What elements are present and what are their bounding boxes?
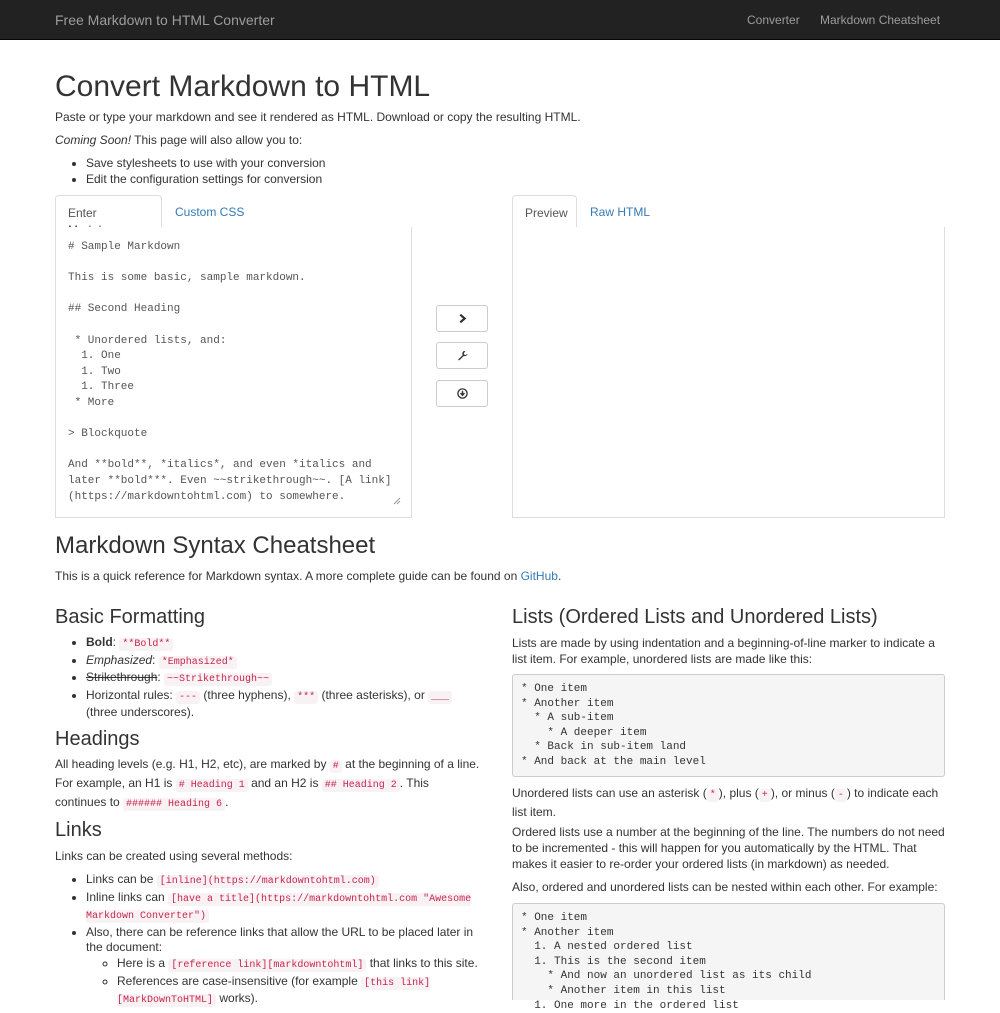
code-snippet: -: [835, 789, 847, 802]
strikethrough-label: Strikethrough: [86, 670, 158, 685]
text: (three hyphens),: [200, 687, 295, 702]
code-snippet: [inline](https://markdowntohtml.com): [157, 875, 379, 888]
list-item: [86, 925, 480, 1009]
links-intro: Links can be created using several methods:: [55, 849, 293, 863]
download-circle-icon: [457, 388, 468, 399]
feature-list: [55, 156, 325, 187]
text: Horizontal rules:: [86, 687, 177, 702]
tab-enter-markdown[interactable]: Enter: [55, 195, 162, 228]
navbar-brand[interactable]: Free Markdown to HTML Converter: [55, 12, 275, 28]
code-snippet: # Heading 1: [176, 779, 248, 792]
headings-heading: Headings: [55, 728, 140, 750]
text: Also, there can be reference links that allow the URL to be placed later in the document:: [86, 924, 474, 955]
code-snippet: ---: [176, 691, 200, 704]
text: Here is a: [117, 955, 169, 970]
text: ) to indicate each list item.: [512, 786, 939, 819]
code-snippet: +: [759, 789, 771, 802]
cheatsheet-intro-text: This is a quick reference for Markdown syntax. A more complete guide can be found on: [55, 569, 521, 583]
text: that links to this site.: [366, 955, 478, 970]
headings-text: [55, 756, 480, 813]
nav-link-cheatsheet[interactable]: Markdown Cheatsheet: [820, 13, 941, 27]
page-description: Paste or type your markdown and see it rendered as HTML. Download or copy the resulting HTML.: [55, 110, 581, 124]
text: (three underscores).: [86, 705, 195, 720]
code-snippet: *Emphasized*: [159, 656, 237, 669]
ordered-lists-text: Ordered lists use a number at the beginning of the line. The numbers do not need to be incremented - this will happen for you automatically by the HTML. That makes it easier to re-order your ordered lists (in markdown) as needed.: [512, 825, 945, 871]
code-snippet: ###### Heading 6: [123, 798, 225, 811]
code-block-unordered: * One item * Another item * A sub-item * A deeper item * Back in sub-item land * And back at the main level: [512, 674, 945, 777]
lists-intro: Lists are made by using indentation and a beginning-of-line marker to indicate a list item. For example, unordered lists are made like this:: [512, 636, 935, 666]
github-link[interactable]: GitHub: [520, 569, 558, 583]
text: Unordered lists can use an asterisk (: [512, 786, 707, 800]
text: Inline links can: [86, 889, 169, 904]
settings-button[interactable]: [436, 342, 488, 369]
feature-item: • Edit the configuration settings for conversion: [86, 172, 325, 188]
nested-lists-text: Also, ordered and unordered lists can be nested within each other. For example:: [512, 880, 938, 894]
list-item: [86, 670, 480, 688]
wrench-icon: [457, 350, 468, 361]
text: works).: [216, 991, 259, 1006]
lists-heading: Lists (Ordered Lists and Unordered Lists): [512, 606, 878, 628]
list-item: [86, 635, 480, 653]
text: Links can be: [86, 872, 157, 886]
code-snippet: ___: [428, 691, 452, 704]
code-block-nested: * One item * Another item 1. A nested ordered list 1. This is the second item * And now an unordered list as its child * Another item in this list 1. One more in the ordered list: [512, 903, 945, 1000]
list-item: [117, 974, 480, 1009]
list-item: [117, 956, 480, 974]
markdown-input[interactable]: [68, 240, 402, 504]
text: ), or minus (: [770, 786, 835, 800]
code-snippet: **Bold**: [119, 638, 173, 651]
reference-links-sublist: [86, 956, 480, 1009]
list-item: [86, 890, 480, 925]
basic-formatting-list: [55, 635, 480, 721]
tab-preview[interactable]: Preview: [512, 195, 577, 228]
preview-panel: [512, 227, 945, 518]
code-snippet: ~~Strikethrough~~: [164, 673, 272, 686]
coming-soon-text: [55, 132, 302, 148]
links-list: [55, 872, 480, 1009]
text: References are case-insensitive (for example: [117, 973, 362, 988]
text: (three asterisks), or: [318, 687, 429, 702]
text: .: [225, 795, 229, 809]
code-snippet: [this link][MarkDownToHTML]: [117, 977, 431, 1007]
separator: :: [152, 652, 159, 667]
feature-item: • Save stylesheets to use with your conversion: [86, 156, 325, 172]
code-snippet: ***: [294, 691, 318, 704]
list-item: [86, 688, 480, 721]
text: ), plus (: [718, 786, 759, 800]
emphasized-label: Emphasized: [86, 652, 153, 667]
list-item: [86, 653, 480, 671]
code-snippet: [reference link][markdowntohtml]: [168, 959, 366, 972]
coming-soon-emphasis: Coming Soon!: [55, 133, 132, 147]
page-title: Convert Markdown to HTML: [55, 70, 431, 103]
navbar: [0, 0, 1000, 40]
nav-link-converter[interactable]: Converter: [747, 13, 800, 27]
code-snippet: #: [330, 760, 342, 773]
cheatsheet-title: Markdown Syntax Cheatsheet: [55, 532, 376, 559]
links-heading: Links: [55, 819, 102, 841]
list-item: [86, 872, 480, 890]
chevron-right-icon: [457, 313, 468, 324]
coming-soon-rest: This page will also allow you to:: [131, 133, 303, 147]
cheatsheet-intro: [55, 568, 561, 584]
resize-handle-icon[interactable]: [393, 492, 400, 499]
text: All heading levels (e.g. H1, H2, etc), are marked by: [55, 757, 330, 771]
separator: :: [157, 670, 165, 685]
tab-custom-css[interactable]: Custom CSS: [175, 205, 245, 219]
lists-markers-text: [512, 785, 945, 820]
code-snippet: [have a title](https://markdowntohtml.com "Awesome Markdown Converter"): [86, 893, 472, 923]
text: at the beginning of a line. For example, an H1 is: [55, 757, 480, 790]
separator: :: [112, 635, 120, 649]
text: and an H2 is: [247, 776, 322, 790]
code-snippet: ## Heading 2: [322, 779, 400, 792]
cheatsheet-intro-end: .: [557, 569, 562, 583]
convert-button[interactable]: [436, 305, 488, 332]
tab-raw-html[interactable]: Raw HTML: [590, 205, 651, 219]
code-snippet: *: [707, 789, 719, 802]
bold-label: Bold: [86, 635, 113, 649]
text: . This continues to: [55, 776, 429, 809]
basic-formatting-heading: Basic Formatting: [55, 606, 206, 628]
download-button[interactable]: [436, 380, 488, 407]
